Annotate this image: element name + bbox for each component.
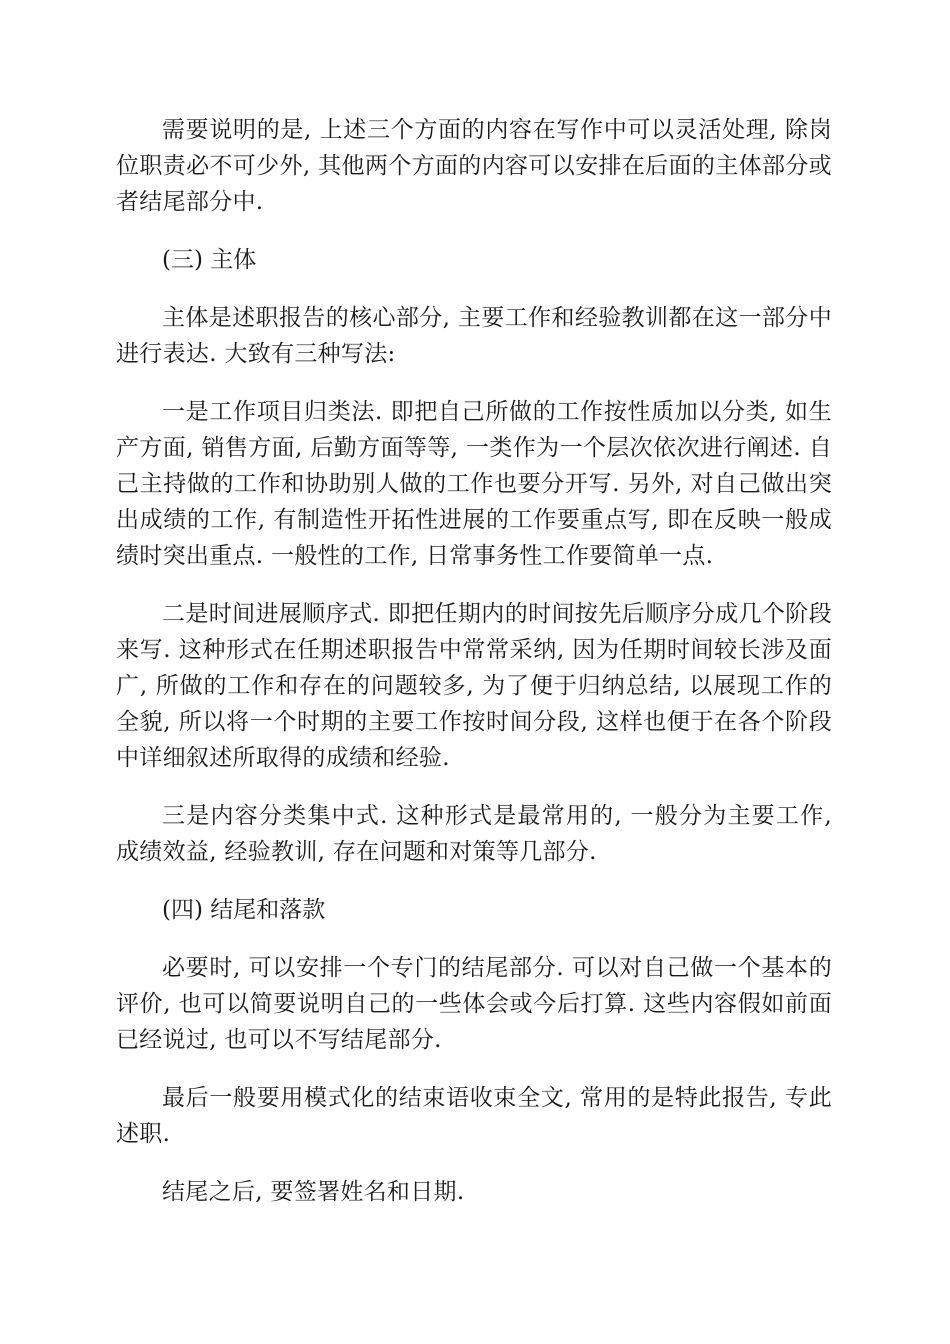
section-heading-ending: (四) 结尾和落款	[162, 897, 326, 923]
paragraph-ending: 必要时, 可以安排一个专门的结尾部分. 可以对自己做一个基本的评价, 也可以简要说明自己的一些体会或今后打算. 这些内容假如前面已经说过, 也可以不写结尾部分.	[116, 955, 832, 1053]
document-page	[116, 112, 832, 1232]
paragraph-method-three: 三是内容分类集中式. 这种形式是最常用的, 一般分为主要工作, 成绩效益, 经验教训, 存在问题和对策等几部分.	[116, 803, 832, 865]
paragraph-explanation: 需要说明的是, 上述三个方面的内容在写作中可以灵活处理, 除岗位职责必不可少外, 其他两个方面的内容可以安排在后面的主体部分或者结尾部分中.	[116, 117, 832, 215]
paragraph-closing-phrase: 最后一般要用模式化的结束语收束全文, 常用的是特此报告, 专此述职.	[116, 1085, 832, 1147]
paragraph-method-two: 二是时间进展顺序式. 即把任期内的时间按先后顺序分成几个阶段来写. 这种形式在任期述职报告中常常采纳, 因为任期时间较长涉及面广, 所做的工作和存在的问题较多, 为了便于归纳总结, 以展现工作的全貌, 所以将一个时期的主要工作按时间分段, 这样也便于在各个阶段中详细叙述所取得的成绩和经验.	[116, 601, 832, 771]
paragraph-signature: 结尾之后, 要签署姓名和日期.	[162, 1179, 465, 1205]
paragraph-main-body-intro: 主体是述职报告的核心部分, 主要工作和经验教训都在这一部分中进行表达. 大致有三种写法:	[116, 305, 832, 367]
section-heading-main-body: (三) 主体	[162, 247, 257, 273]
paragraph-method-one: 一是工作项目归类法. 即把自己所做的工作按性质加以分类, 如生产方面, 销售方面, 后勤方面等等, 一类作为一个层次依次进行阐述. 自己主持做的工作和协助别人做的工作也要分开写. 另外, 对自己做出突出成绩的工作, 有制造性开拓性进展的工作要重点写, 即在反映一般成绩时突出重点. 一般性的工作, 日常事务性工作要简单一点.	[116, 399, 832, 569]
